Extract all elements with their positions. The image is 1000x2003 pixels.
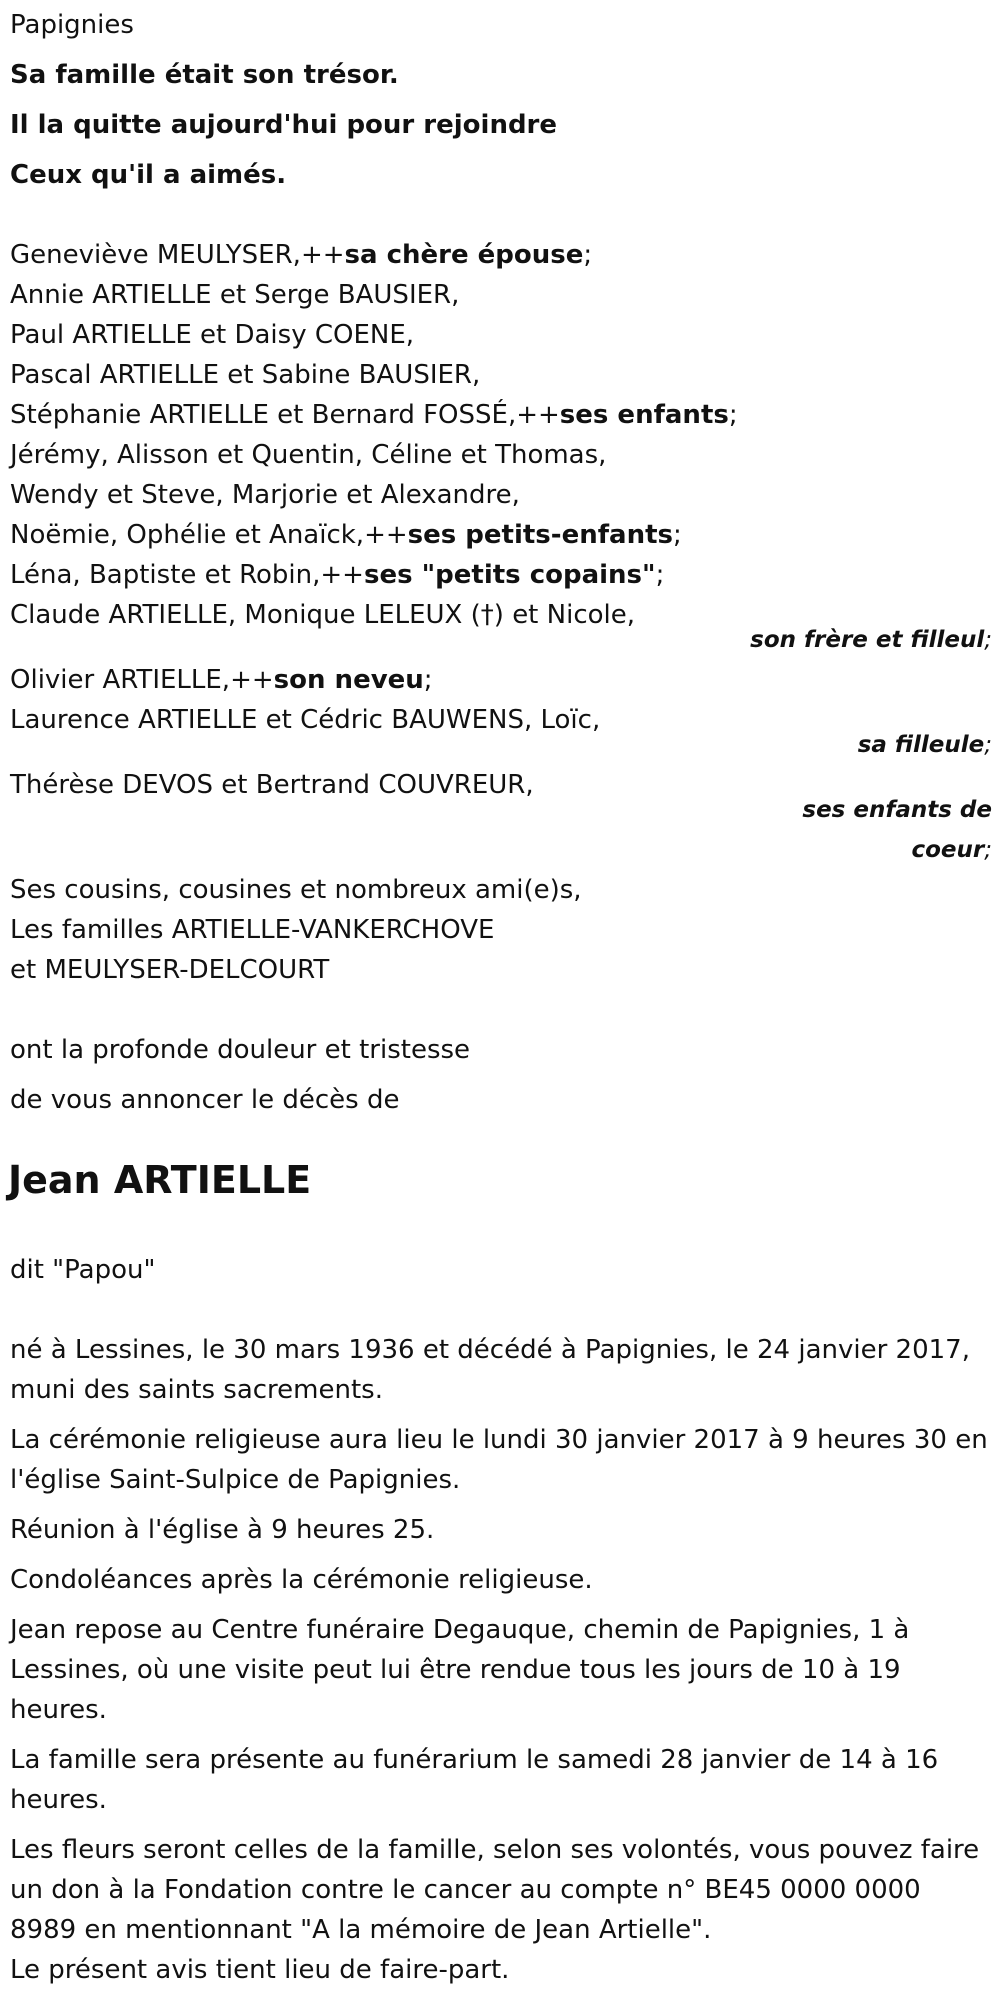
family-role-right: sa filleule; [857,732,992,758]
family-line: Jérémy, Alisson et Quentin, Céline et Thomas, [10,440,607,470]
others-line: Les familles ARTIELLE-VANKERCHOVE [10,915,495,945]
detail-paragraph: Le présent avis tient lieu de faire-part. [10,1955,510,1985]
deceased-name: Jean ARTIELLE [8,1158,312,1202]
detail-paragraph: Condoléances après la cérémonie religieuse. [10,1565,593,1595]
family-line: Annie ARTIELLE et Serge BAUSIER, [10,280,460,310]
announcement-line: ont la profonde douleur et tristesse [10,1035,471,1065]
verse-line-2: Il la quitte aujourd'hui pour rejoindre [10,110,558,140]
announcement-line: de vous annoncer le décès de [10,1085,400,1115]
detail-paragraph: Jean repose au Centre funéraire Degauque, chemin de Papignies, 1 à Lessines, où une visite peut lui être rendue tous les jours de 10 à 19 heures. [10,1615,910,1725]
detail-paragraph: Les fleurs seront celles de la famille, selon ses volontés, vous pouvez faire un don à la Fondation contre le cancer au compte n° BE45 0000 0000 8989 en mentionnant "A la mémoire de Jean Artielle". [10,1835,980,1945]
family-line: Wendy et Steve, Marjorie et Alexandre, [10,480,520,510]
family-line: Paul ARTIELLE et Daisy COENE, [10,320,415,350]
detail-paragraph: La cérémonie religieuse aura lieu le lundi 30 janvier 2017 à 9 heures 30 en l'église Saint-Sulpice de Papignies. [10,1425,988,1495]
location-label: Papignies [10,10,134,40]
family-role-right: coeur; [911,837,992,863]
verse-line-3: Ceux qu'il a aimés. [10,160,287,190]
family-line: Stéphanie ARTIELLE et Bernard FOSSÉ,++ses enfants; [10,400,738,430]
others-line: Ses cousins, cousines et nombreux ami(e)s, [10,875,582,905]
detail-paragraph: né à Lessines, le 30 mars 1936 et décédé à Papignies, le 24 janvier 2017, muni des saints sacrements. [10,1335,970,1405]
detail-paragraph: La famille sera présente au funérarium le samedi 28 janvier de 14 à 16 heures. [10,1745,939,1815]
family-line: Noëmie, Ophélie et Anaïck,++ses petits-enfants; [10,520,682,550]
detail-paragraph: Réunion à l'église à 9 heures 25. [10,1515,435,1545]
family-line: Claude ARTIELLE, Monique LELEUX (†) et Nicole, [10,600,636,630]
family-line: Olivier ARTIELLE,++son neveu; [10,665,433,695]
family-line: Laurence ARTIELLE et Cédric BAUWENS, Loïc, [10,705,601,735]
family-line: Léna, Baptiste et Robin,++ses "petits copains"; [10,560,665,590]
family-role-right: ses enfants de [802,797,992,823]
family-line: Pascal ARTIELLE et Sabine BAUSIER, [10,360,481,390]
verse-line-1: Sa famille était son trésor. [10,60,399,90]
deceased-nickname: dit "Papou" [10,1255,156,1285]
family-line: Geneviève MEULYSER,++sa chère épouse; [10,240,593,270]
family-line: Thérèse DEVOS et Bertrand COUVREUR, [10,770,534,800]
family-role-right: son frère et filleul; [750,627,992,653]
others-line: et MEULYSER-DELCOURT [10,955,330,985]
